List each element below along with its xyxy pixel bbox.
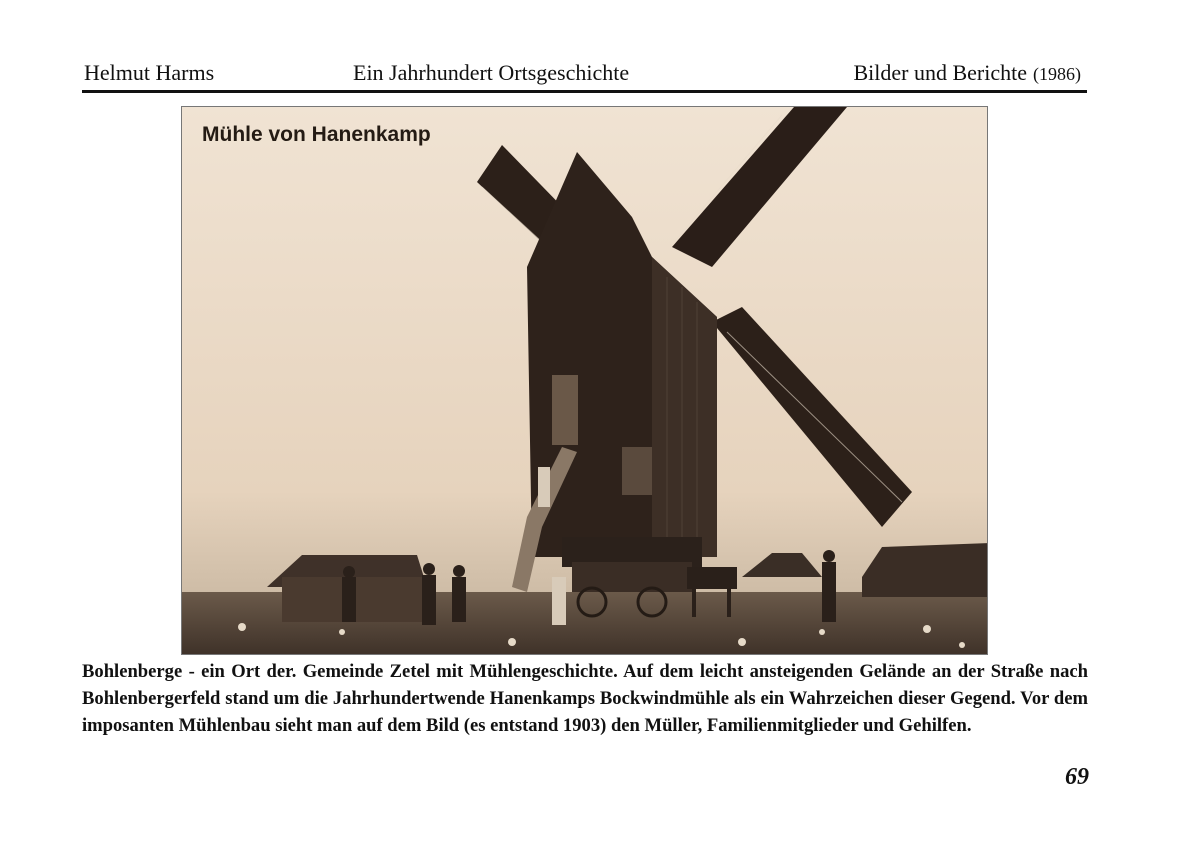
page-header [82, 60, 1087, 90]
photo-caption: Bohlenberge - ein Ort der. Gemeinde Zetel mit Mühlengeschichte. Auf dem leicht ansteigenden Gelände an der Straße nach Bohlenbergerfeld stand um die Jahrhundertwende Hanenkamps Bockwindmühle als ein Wahrzeichen dieser Gegend. Vor dem imposanten Mühlenbau sieht man auf dem Bild (es entstand 1903) den Müller, Familienmitglieder und Gehilfen. [82, 661, 1088, 736]
header-rule [82, 90, 1087, 93]
header-year: (1986) [1033, 64, 1081, 84]
header-series-label: Bilder und Berichte [853, 60, 1027, 85]
windmill-photo [181, 106, 988, 655]
header-series [853, 60, 1081, 86]
photo-title: Mühle von Hanenkamp [202, 123, 431, 146]
page-number: 69 [1065, 764, 1089, 790]
header-title: Ein Jahrhundert Ortsgeschichte [353, 60, 630, 85]
header-author: Helmut Harms [84, 60, 215, 85]
windmill-illustration [182, 107, 988, 655]
